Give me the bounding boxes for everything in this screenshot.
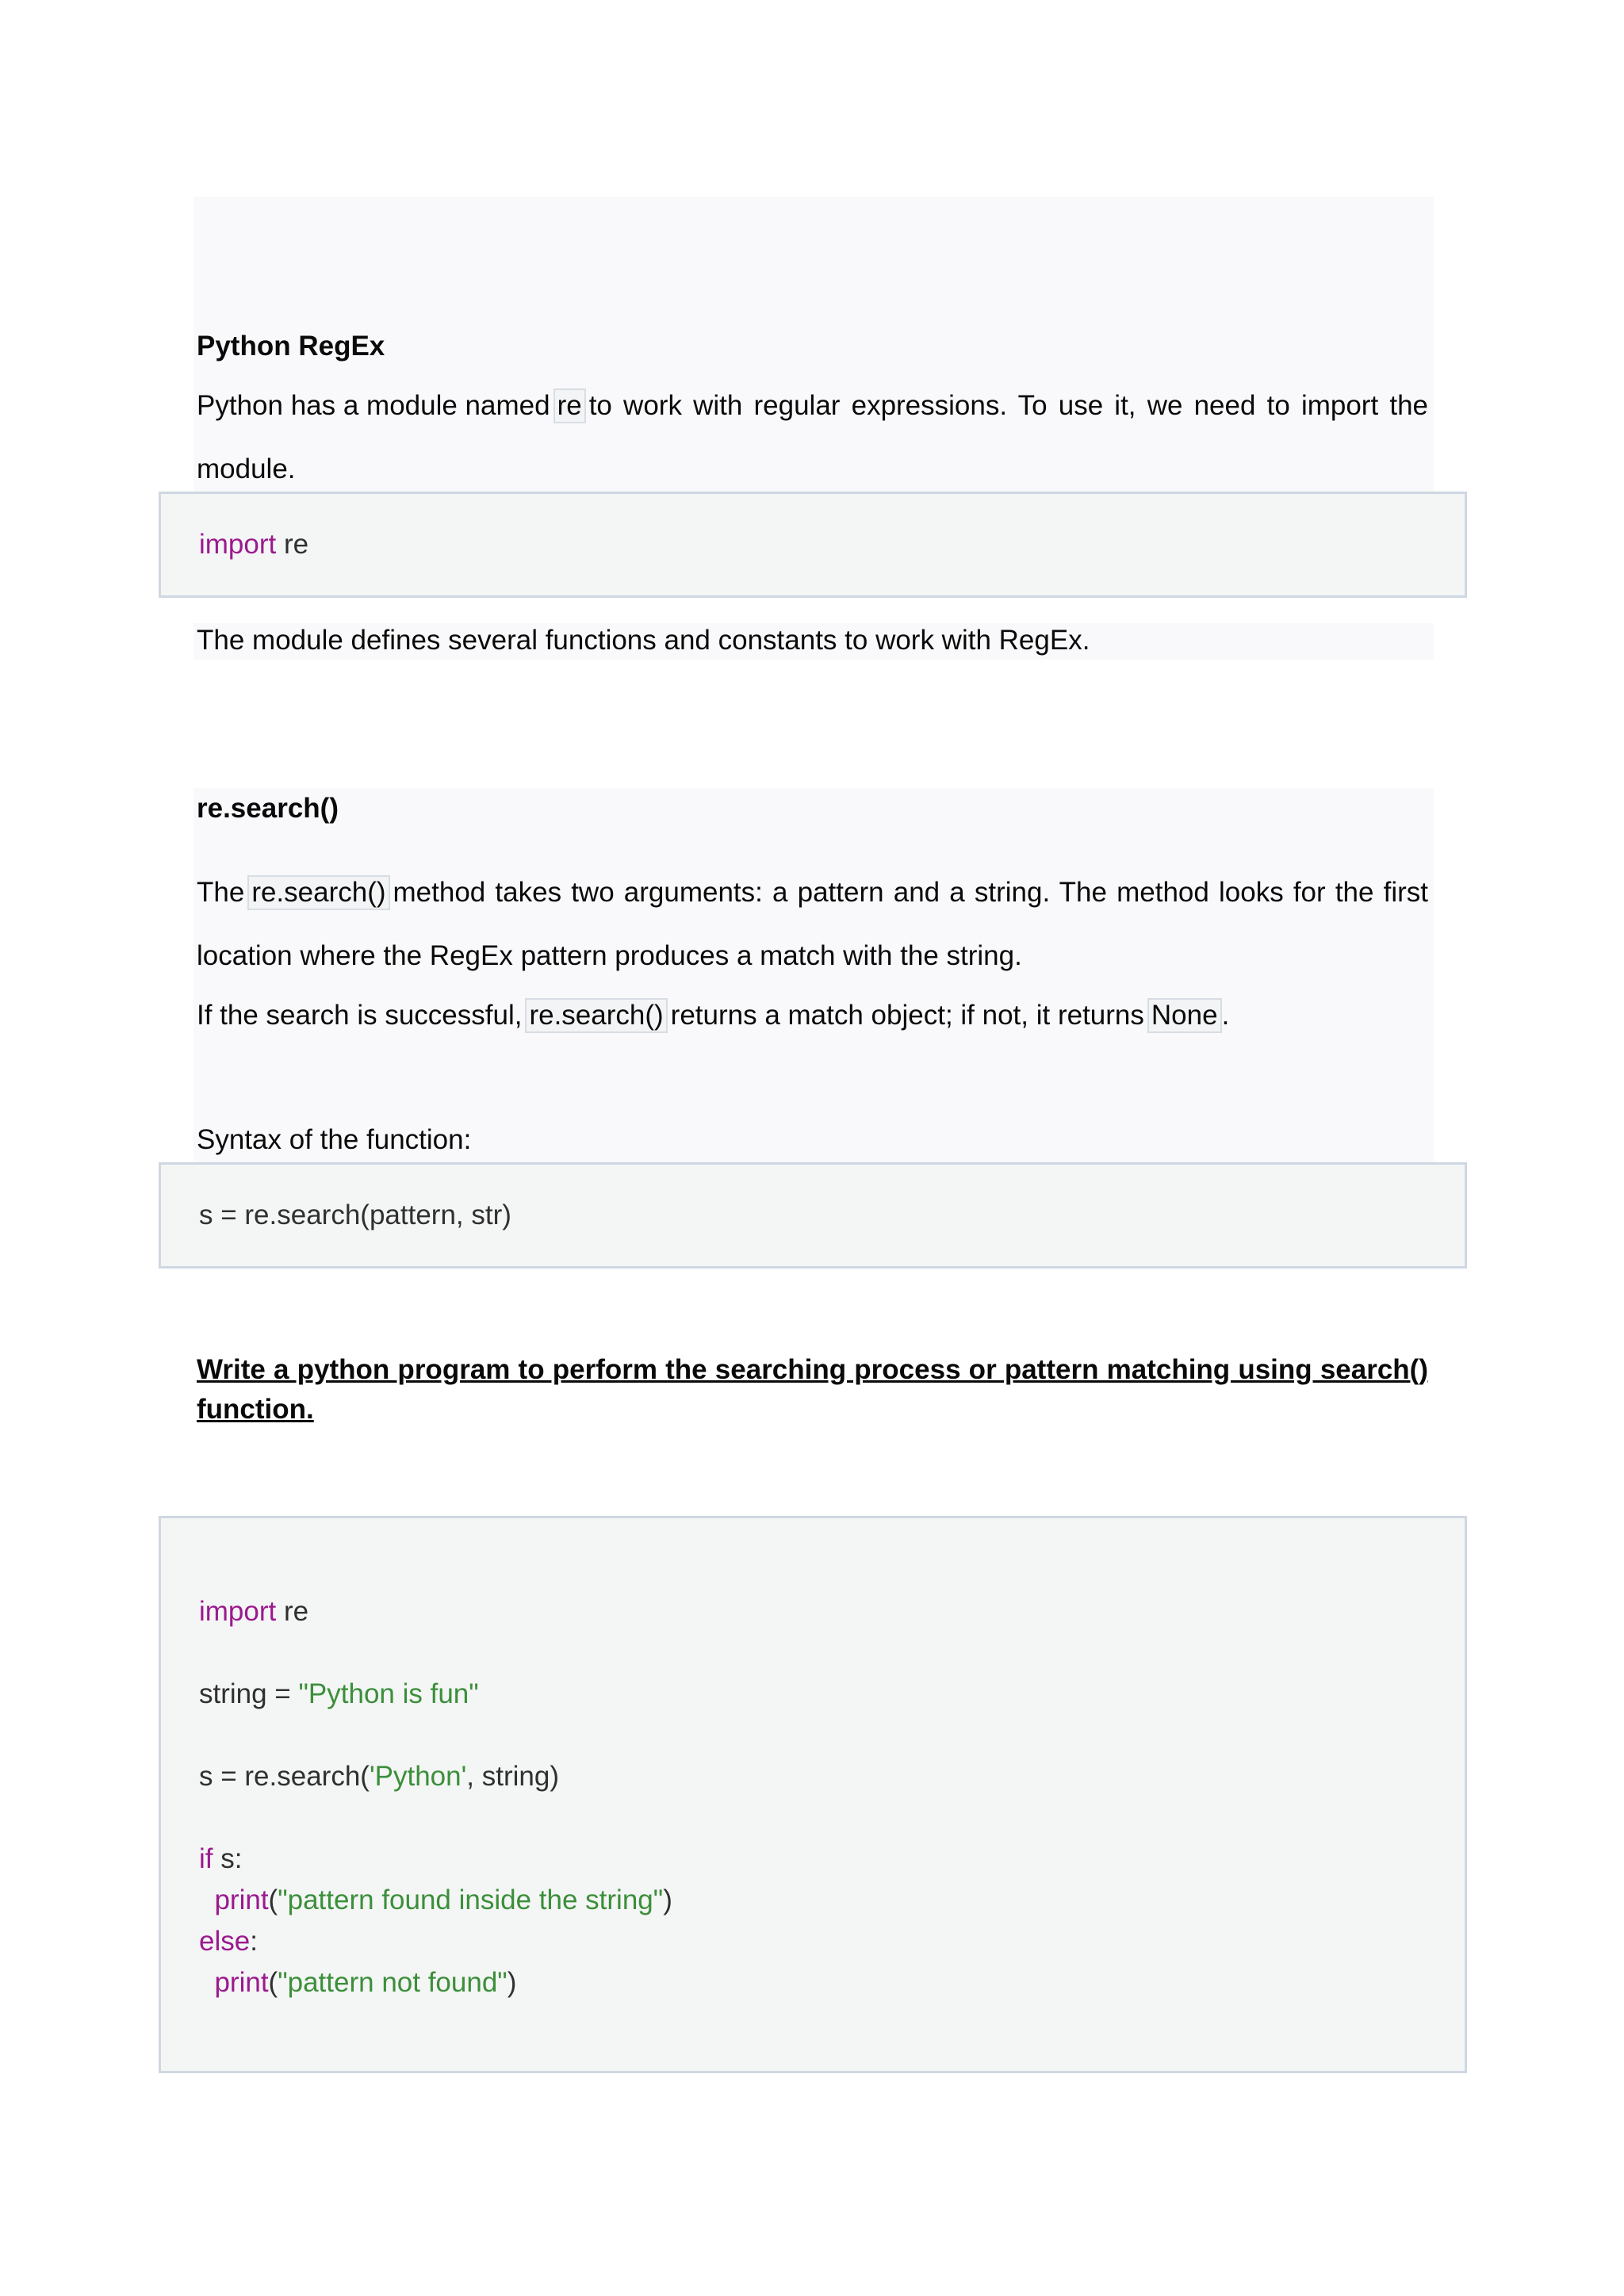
- search-p1-after: method takes two arguments: a pattern and a string. The method looks for the first: [393, 877, 1428, 908]
- inline-code-re-search-2: re.search(): [525, 998, 667, 1033]
- intro-text-after: to work with regular expressions. To use it, we need to import the: [588, 390, 1428, 421]
- code-keyword: else: [199, 1926, 251, 1957]
- search-p2-before: If the search is successful,: [197, 1000, 523, 1031]
- inline-code-none: None: [1147, 998, 1222, 1033]
- code-line: [199, 527, 308, 562]
- code-string: 'Python': [369, 1761, 467, 1792]
- code-text: :: [250, 1926, 258, 1957]
- code-line-3: [199, 1759, 559, 1794]
- code-string: "pattern found inside the string": [278, 1885, 664, 1915]
- code-text: string =: [199, 1678, 299, 1709]
- task-heading: Write a python program to perform the searching process or pattern matching using search() function.: [197, 1354, 1428, 1425]
- code-line-7: [199, 1965, 516, 2000]
- code-text: s:: [213, 1843, 243, 1874]
- code-keyword: if: [199, 1843, 213, 1874]
- code-line-5: [199, 1883, 672, 1918]
- code-text: ): [663, 1885, 672, 1915]
- code-text: re: [276, 1596, 309, 1627]
- search-p2-mid: returns a match object; if not, it returns: [670, 1000, 1144, 1031]
- code-function: print: [214, 1967, 269, 1998]
- search-paragraph2: [197, 998, 1229, 1033]
- code-text: (: [268, 1885, 278, 1915]
- code-string: "pattern not found": [278, 1967, 508, 1998]
- section-heading-re-search: re.search(): [197, 793, 339, 824]
- intro-paragraph-line1: [197, 388, 1428, 423]
- code-string: "Python is fun": [298, 1678, 479, 1709]
- intro-text-before: Python has a module named: [197, 390, 550, 421]
- search-paragraph-line1: [197, 875, 1428, 910]
- code-function: print: [214, 1885, 269, 1915]
- section-heading-python-regex: Python RegEx: [197, 331, 385, 362]
- syntax-code-block: [159, 1162, 1467, 1269]
- code-line-6: [199, 1924, 258, 1959]
- code-text: ): [507, 1967, 517, 1998]
- code-keyword: import: [199, 1596, 277, 1627]
- code-text: re: [276, 529, 309, 560]
- code-line-2: [199, 1677, 479, 1712]
- code-text: s = re.search(: [199, 1761, 370, 1792]
- code-line-4: [199, 1842, 242, 1877]
- program-code-block: [159, 1516, 1467, 2073]
- search-p1-the: The: [197, 877, 245, 908]
- code-line: s = re.search(pattern, str): [199, 1200, 511, 1230]
- code-indent: [199, 1967, 214, 1998]
- search-shade: [193, 788, 1434, 1162]
- import-code-block: [159, 492, 1467, 598]
- module-note: The module defines several functions and constants to work with RegEx.: [197, 625, 1090, 656]
- intro-paragraph-line2: module.: [197, 453, 296, 484]
- search-p2-end: .: [1221, 1000, 1230, 1031]
- inline-code-re: re: [553, 388, 586, 423]
- code-keyword: import: [199, 529, 277, 560]
- inline-code-re-search: re.search(): [247, 875, 389, 910]
- code-line-1: [199, 1594, 308, 1629]
- code-text: , string): [466, 1761, 559, 1792]
- code-indent: [199, 1885, 214, 1915]
- search-paragraph-line2: location where the RegEx pattern produces a match with the string.: [197, 940, 1022, 971]
- syntax-label: Syntax of the function:: [197, 1124, 472, 1155]
- code-text: (: [268, 1967, 278, 1998]
